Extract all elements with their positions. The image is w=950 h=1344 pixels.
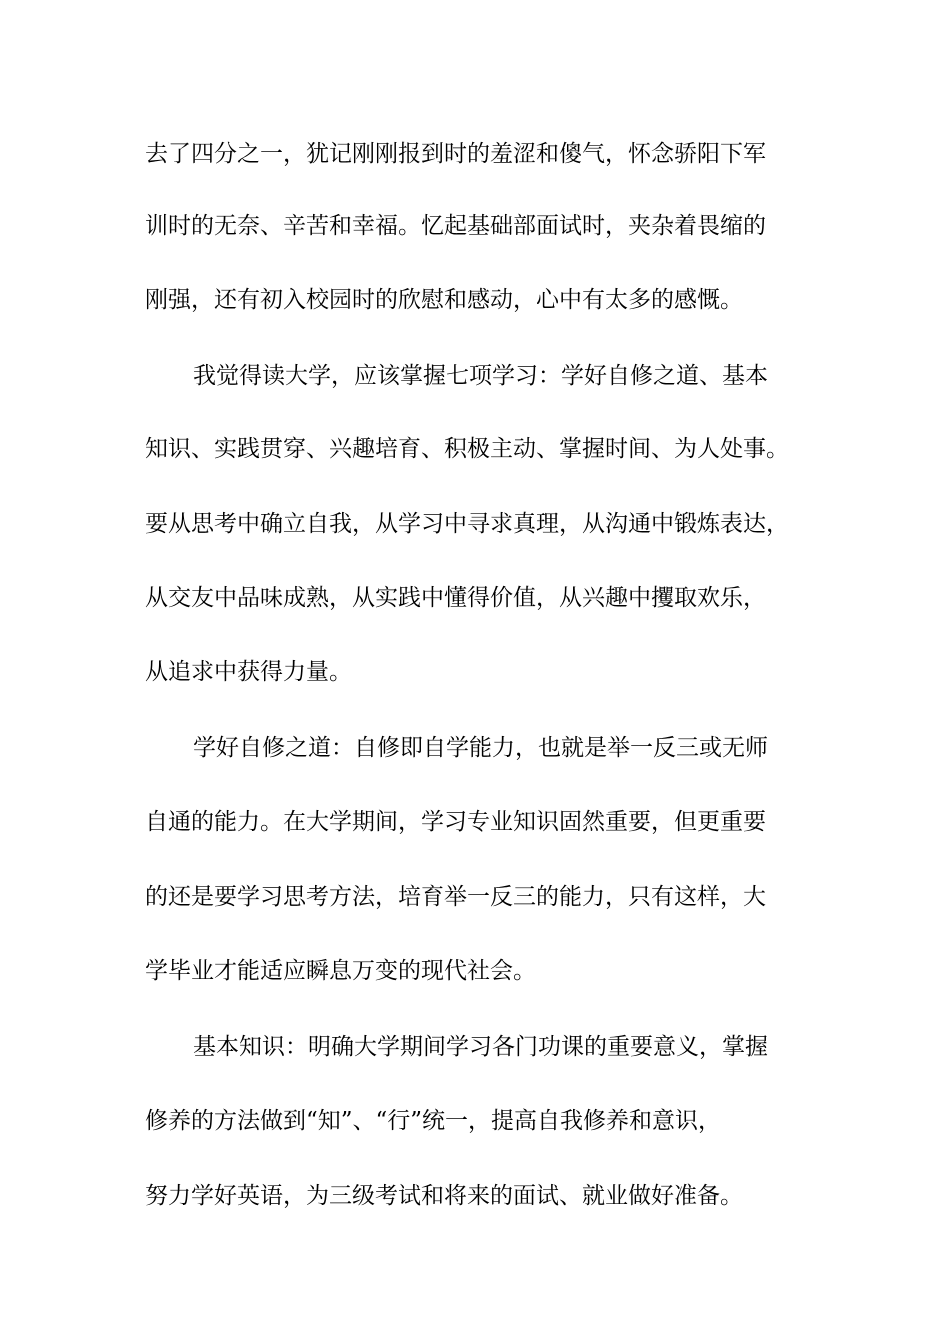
paragraph-3-line-2: 自通的能力。在大学期间，学习专业知识固然重要，但更重要 xyxy=(145,809,766,835)
paragraph-3-line-1: 学好自修之道：自修即自学能力，也就是举一反三或无师 xyxy=(193,735,768,761)
paragraph-2-line-2: 知识、实践贯穿、兴趣培育、积极主动、掌握时间、为人处事。 xyxy=(145,436,789,462)
paragraph-2-line-1: 我觉得读大学，应该掌握七项学习：学好自修之道、基本 xyxy=(193,363,768,389)
paragraph-1-line-2: 训时的无奈、辛苦和幸福。忆起基础部面试时，夹杂着畏缩的 xyxy=(145,213,766,239)
paragraph-4-line-2: 修养的方法做到“知”、“行”统一，提高自我修养和意识， xyxy=(145,1108,722,1134)
paragraph-4-line-1: 基本知识：明确大学期间学习各门功课的重要意义，掌握 xyxy=(193,1034,768,1060)
paragraph-2-line-5: 从追求中获得力量。 xyxy=(145,659,352,685)
paragraph-1-line-1: 去了四分之一，犹记刚刚报到时的羞涩和傻气，怀念骄阳下军 xyxy=(145,141,766,167)
paragraph-3-line-4: 学毕业才能适应瞬息万变的现代社会。 xyxy=(145,958,536,984)
paragraph-1-line-3: 刚强，还有初入校园时的欣慰和感动，心中有太多的感慨。 xyxy=(145,287,743,313)
paragraph-2-line-3: 要从思考中确立自我，从学习中寻求真理，从沟通中锻炼表达， xyxy=(145,511,789,537)
paragraph-3-line-3: 的还是要学习思考方法，培育举一反三的能力，只有这样，大 xyxy=(145,884,766,910)
paragraph-4-line-3: 努力学好英语，为三级考试和将来的面试、就业做好准备。 xyxy=(145,1183,743,1209)
paragraph-2-line-4: 从交友中品味成熟，从实践中懂得价值，从兴趣中攫取欢乐， xyxy=(145,585,766,611)
